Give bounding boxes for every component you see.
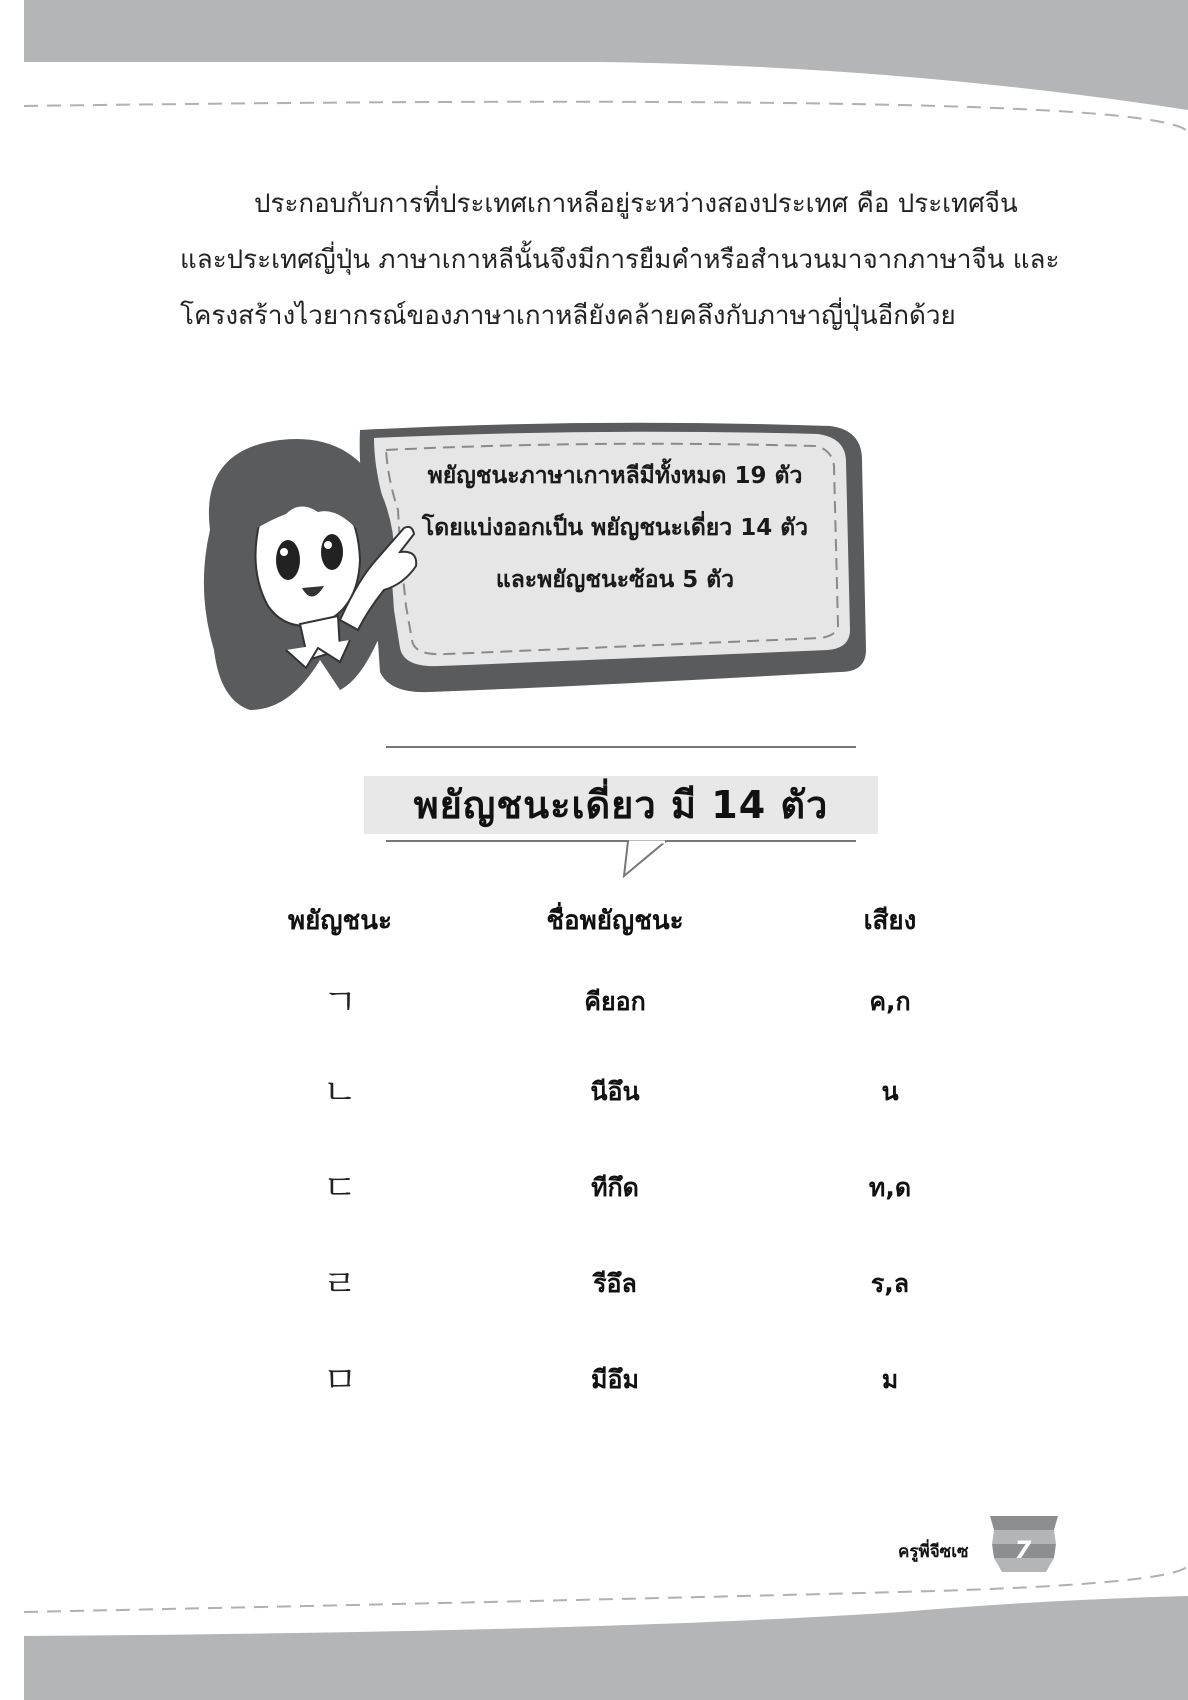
consonant-sound: ร,ล xyxy=(870,1269,910,1298)
intro-line-3: โครงสร้างไวยากรณ์ของภาษาเกาหลียังคล้ายคลึงกับภาษาญี่ปุ่นอีกด้วย xyxy=(180,301,956,331)
consonant-sound: ท,ด xyxy=(868,1173,912,1202)
consonant-letter: ㄷ xyxy=(322,1168,358,1209)
consonant-sound: น xyxy=(881,1077,899,1106)
consonant-name: รีอึล xyxy=(593,1269,637,1298)
bottom-band xyxy=(0,1500,1188,1700)
speech-line-2: โดยแบ่งออกเป็น พยัญชนะเดี่ยว 14 ตัว xyxy=(421,515,809,541)
consonant-sound: ค,ก xyxy=(869,987,911,1016)
intro-line-1: ประกอบกับการที่ประเทศเกาหลีอยู่ระหว่างสองประเทศ คือ ประเทศจีน xyxy=(254,189,1018,219)
consonant-letter: ㄴ xyxy=(322,1072,358,1113)
heading-pointer xyxy=(624,841,666,876)
consonant-sound: ม xyxy=(881,1365,899,1394)
speech-line-1: พยัญชนะภาษาเกาหลีมีทั้งหมด 19 ตัว xyxy=(427,463,803,489)
consonant-letter: ㄱ xyxy=(322,982,358,1023)
top-band xyxy=(0,0,1188,150)
speech-bubble-text xyxy=(385,450,845,606)
consonant-name: คียอก xyxy=(584,987,646,1016)
page-number: 7 xyxy=(1014,1536,1032,1564)
consonant-name: นีอึน xyxy=(590,1077,640,1106)
header-sound: เสียง xyxy=(863,906,917,936)
consonant-letter: ㄹ xyxy=(322,1264,358,1305)
section-heading: พยัญชนะเดี่ยว มี 14 ตัว xyxy=(413,783,829,827)
header-consonant: พยัญชนะ xyxy=(288,906,392,936)
speech-line-3: และพยัญชนะซ้อน 5 ตัว xyxy=(495,567,735,593)
section-heading-box xyxy=(364,776,878,834)
consonant-name: ทีกึด xyxy=(591,1173,639,1202)
consonant-letter: ㅁ xyxy=(322,1360,358,1401)
intro-paragraph xyxy=(180,176,1060,344)
footer-author-label: ครูพี่จีซเซ xyxy=(898,1542,969,1562)
intro-line-2: และประเทศญี่ปุ่น ภาษาเกาหลีนั้นจึงมีการยืมคำหรือสำนวนมาจากภาษาจีน และ xyxy=(180,245,1060,275)
header-consonant-name: ชื่อพยัญชนะ xyxy=(546,906,684,936)
consonant-name: มีอึม xyxy=(591,1365,639,1394)
